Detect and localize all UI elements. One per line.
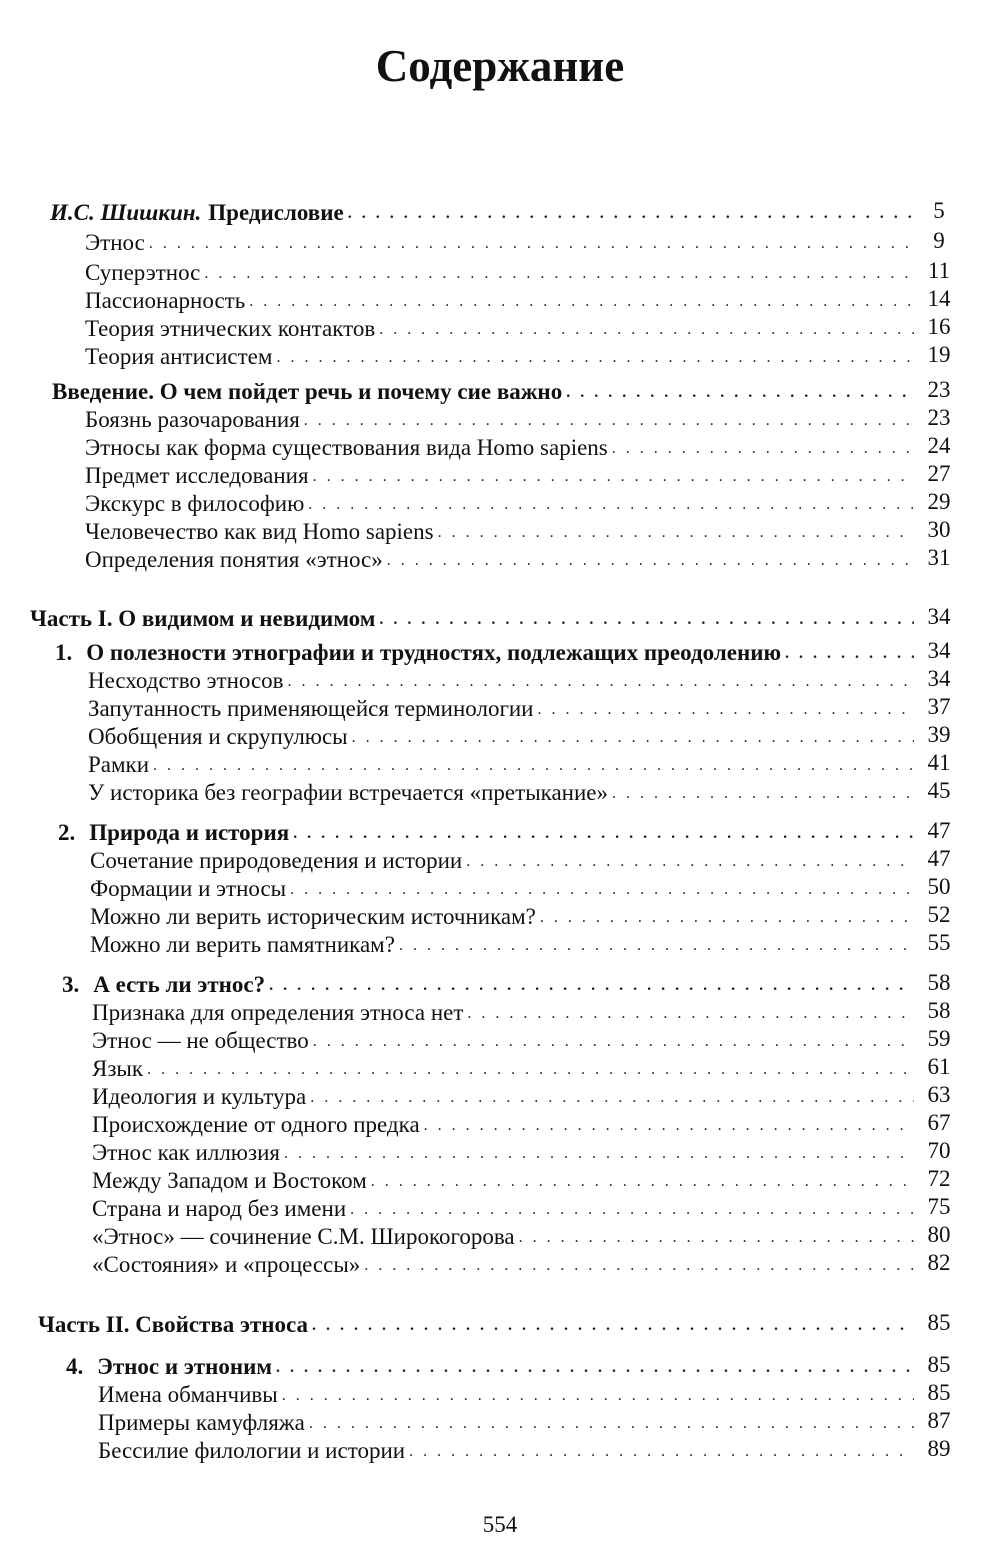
entry-title: Предмет исследования [85, 463, 309, 488]
toc-row [0, 844, 1000, 874]
entry-page: 5 [933, 198, 945, 223]
entry-page: 58 [927, 970, 951, 995]
entry-page: 45 [927, 778, 951, 803]
dot-leader [269, 977, 914, 998]
toc-entry [92, 1192, 914, 1222]
author-name: И.С. Шишкин. [50, 200, 202, 225]
dot-leader [149, 235, 914, 256]
entry-title: Суперэтнос [85, 260, 201, 285]
toc-entry [85, 340, 914, 370]
toc-entry [85, 403, 914, 433]
toc-row [0, 1378, 1000, 1408]
entry-page: 31 [927, 545, 951, 570]
toc-entry [85, 284, 914, 314]
dot-leader [282, 1387, 914, 1408]
dot-leader [290, 881, 914, 902]
entry-page: 50 [927, 874, 951, 899]
entry-page: 34 [927, 604, 951, 629]
entry-page: 34 [927, 666, 951, 691]
toc-row [0, 1080, 1000, 1110]
entry-title: Бессилие филологии и истории [98, 1438, 406, 1463]
page-title: Содержание [375, 41, 625, 91]
toc-entry [90, 900, 914, 930]
toc-entry [38, 1308, 914, 1338]
toc-row [0, 284, 1000, 314]
dot-leader [284, 1145, 914, 1166]
toc-row [0, 1052, 1000, 1082]
toc-row [0, 1248, 1000, 1278]
toc-entry [66, 1350, 914, 1380]
toc-entry [90, 872, 914, 902]
toc-entry [90, 928, 914, 958]
dot-leader [313, 1033, 914, 1054]
toc-entry [88, 692, 914, 722]
toc-row [0, 664, 1000, 694]
dot-leader [438, 524, 914, 545]
entry-page: 63 [927, 1082, 951, 1107]
dot-leader [288, 673, 914, 694]
toc-row [0, 1108, 1000, 1138]
dot-leader [352, 729, 914, 750]
dot-leader [467, 1005, 914, 1026]
toc-entry [55, 636, 914, 666]
entry-title: Экскурс в философию [85, 491, 305, 516]
dot-leader [371, 1173, 914, 1194]
entry-page: 39 [927, 722, 951, 747]
entry-page: 27 [927, 461, 951, 486]
entry-title: Сочетание природоведения и истории [90, 848, 463, 873]
entry-title: Имена обманчивы [98, 1382, 278, 1407]
toc-entry [92, 1080, 914, 1110]
toc-row [0, 996, 1000, 1026]
toc-entry [92, 1052, 914, 1082]
dot-leader [153, 757, 914, 778]
toc-entry [85, 459, 914, 489]
entry-title: Теория антисистем [85, 344, 273, 369]
entry-title: Часть I. О видимом и невидимом [30, 606, 376, 631]
toc-row [0, 375, 1000, 405]
toc-row [0, 1406, 1000, 1436]
entry-title: Природа и история [89, 820, 290, 845]
toc-entry [92, 1108, 914, 1138]
toc-row [0, 1164, 1000, 1194]
dot-leader [293, 825, 914, 846]
entry-page: 80 [927, 1222, 951, 1247]
toc-entry [88, 776, 914, 806]
dot-leader [612, 785, 914, 806]
dot-leader [304, 412, 914, 433]
toc-row [0, 900, 1000, 930]
toc-row [0, 636, 1000, 666]
dot-leader [147, 1061, 914, 1082]
toc-entry [92, 1136, 914, 1166]
entry-page: 11 [927, 258, 951, 283]
entry-page: 34 [927, 638, 951, 663]
entry-title: Идеология и культура [92, 1084, 307, 1109]
entry-title: Человечество как вид Homo sapiens [85, 519, 434, 544]
entry-page: 75 [927, 1194, 951, 1219]
entry-title: Этнос как иллюзия [92, 1140, 280, 1165]
toc-entry [92, 996, 914, 1026]
toc-entry [92, 1248, 914, 1278]
toc-row [0, 403, 1000, 433]
dot-leader [276, 349, 914, 370]
toc-row [0, 543, 1000, 573]
entry-page: 89 [927, 1436, 951, 1461]
entry-page: 85 [927, 1352, 951, 1377]
toc-row [0, 928, 1000, 958]
toc-row [0, 776, 1000, 806]
entry-title: Происхождение от одного предка [92, 1112, 420, 1137]
entry-title: Этнос [85, 230, 145, 255]
dot-leader [309, 1415, 914, 1436]
toc-row [0, 256, 1000, 286]
entry-title: Определения понятия «этнос» [85, 547, 383, 572]
toc-entry [98, 1434, 914, 1464]
entry-page: 47 [927, 846, 951, 871]
entry-page: 67 [927, 1110, 951, 1135]
entry-page: 82 [927, 1250, 951, 1275]
entry-page: 24 [927, 433, 951, 458]
toc-row [0, 1434, 1000, 1464]
entry-title: Несходство этносов [88, 668, 284, 693]
entry-page: 72 [927, 1166, 951, 1191]
toc-row [0, 720, 1000, 750]
dot-leader [313, 468, 914, 489]
toc-entry [58, 816, 914, 846]
entry-page: 59 [927, 1026, 951, 1051]
entry-page: 55 [927, 930, 951, 955]
toc-entry [52, 375, 914, 405]
entry-page: 23 [927, 405, 951, 430]
dot-leader [519, 1229, 914, 1250]
toc-row [0, 1308, 1000, 1338]
dot-leader [538, 701, 915, 722]
toc-row [0, 431, 1000, 461]
dot-leader [540, 909, 914, 930]
toc-entry [85, 515, 914, 545]
entry-page: 47 [927, 818, 951, 843]
toc-entry [92, 1164, 914, 1194]
entry-title: Пассионарность [85, 288, 246, 313]
entry-page: 52 [927, 902, 951, 927]
toc-entry [85, 312, 914, 342]
toc-row [0, 872, 1000, 902]
toc-entry [92, 1024, 914, 1054]
dot-leader [612, 440, 914, 461]
entry-title: Обобщения и скрупулюсы [88, 724, 348, 749]
entry-title: Формации и этносы [90, 876, 287, 901]
entry-title: Предисловие [208, 200, 344, 225]
entry-title: Язык [92, 1056, 144, 1081]
toc-entry [50, 196, 914, 226]
toc-entry [85, 543, 914, 573]
entry-title: А есть ли этнос? [93, 972, 266, 997]
toc-entry [88, 720, 914, 750]
entry-title: «Этнос» — сочинение С.М. Широкогорова [92, 1224, 515, 1249]
dot-leader [204, 265, 914, 286]
toc-row [0, 1136, 1000, 1166]
dot-leader [350, 1201, 914, 1222]
toc-row [0, 226, 1000, 256]
entry-title: Боязнь разочарования [85, 407, 300, 432]
dot-leader [249, 293, 914, 314]
entry-title: Примеры камуфляжа [98, 1410, 305, 1435]
entry-page: 16 [927, 314, 951, 339]
dot-leader [312, 1317, 914, 1338]
toc-row [0, 459, 1000, 489]
toc-entry [62, 968, 914, 998]
toc-entry [85, 431, 914, 461]
entry-title: Теория этнических контактов [85, 316, 376, 341]
dot-leader [387, 552, 914, 573]
toc-entry [85, 487, 914, 517]
entry-title: О полезности этнографии и трудностях, подлежащих преодолению [86, 640, 782, 665]
entry-title: У историка без географии встречается «претыкание» [88, 780, 609, 805]
chapter-number: 4. [66, 1354, 84, 1379]
entry-page: 30 [927, 517, 951, 542]
toc-row [0, 748, 1000, 778]
dot-leader [409, 1443, 914, 1464]
toc-row [0, 1192, 1000, 1222]
dot-leader [785, 645, 914, 666]
dot-leader [364, 1257, 914, 1278]
toc-entry [30, 602, 914, 632]
entry-title: «Состояния» и «процессы» [92, 1252, 361, 1277]
chapter-number: 1. [55, 640, 73, 665]
toc-entry [88, 664, 914, 694]
entry-page: 9 [933, 228, 945, 253]
toc-row [0, 1024, 1000, 1054]
entry-page: 14 [927, 286, 951, 311]
dot-leader [308, 496, 914, 517]
toc-entry [88, 748, 914, 778]
entry-title: Можно ли верить историческим источникам? [90, 904, 536, 929]
dot-leader [379, 611, 914, 632]
toc-row [0, 602, 1000, 632]
dot-leader [348, 205, 914, 226]
dot-leader [276, 1359, 914, 1380]
entry-title: Запутанность применяющейся терминологии [88, 696, 534, 721]
toc-entry [90, 844, 914, 874]
entry-title: Между Западом и Востоком [92, 1168, 367, 1193]
toc-row [0, 692, 1000, 722]
entry-title: Признака для определения этноса нет [92, 1000, 464, 1025]
entry-page: 37 [927, 694, 951, 719]
entry-page: 85 [927, 1380, 951, 1405]
entry-title: Рамки [88, 752, 150, 777]
toc-entry [98, 1406, 914, 1436]
toc-entry [98, 1378, 914, 1408]
entry-title: Можно ли верить памятникам? [90, 932, 395, 957]
chapter-number: 2. [58, 820, 76, 845]
toc-row [0, 196, 1000, 226]
entry-title: Часть II. Свойства этноса [38, 1312, 308, 1337]
page-number: 554 [482, 1512, 518, 1537]
chapter-number: 3. [62, 972, 80, 997]
entry-page: 58 [927, 998, 951, 1023]
entry-title: Страна и народ без имени [92, 1196, 347, 1221]
toc-row [0, 1220, 1000, 1250]
dot-leader [466, 853, 914, 874]
toc-row [0, 816, 1000, 846]
toc-entry [85, 226, 914, 256]
entry-page: 19 [927, 342, 951, 367]
entry-page: 61 [927, 1054, 951, 1079]
entry-title: Этносы как форма существования вида Homo sapiens [85, 435, 608, 460]
toc-row [0, 1350, 1000, 1380]
dot-leader [310, 1089, 914, 1110]
toc-row [0, 487, 1000, 517]
entry-page: 41 [927, 750, 951, 775]
dot-leader [566, 384, 914, 405]
dot-leader [424, 1117, 914, 1138]
toc-row [0, 968, 1000, 998]
entry-title: Этнос и этноним [97, 1354, 273, 1379]
entry-title: Этнос — не общество [92, 1028, 309, 1053]
entry-title: Введение. О чем пойдет речь и почему сие важно [52, 379, 563, 404]
entry-page: 70 [927, 1138, 951, 1163]
dot-leader [379, 321, 914, 342]
entry-page: 23 [927, 377, 951, 402]
toc-entry [85, 256, 914, 286]
entry-page: 85 [927, 1310, 951, 1335]
toc-entry [92, 1220, 914, 1250]
entry-page: 87 [927, 1408, 951, 1433]
entry-page: 29 [927, 489, 951, 514]
toc-row [0, 312, 1000, 342]
dot-leader [399, 937, 914, 958]
toc-row [0, 515, 1000, 545]
toc-row [0, 340, 1000, 370]
